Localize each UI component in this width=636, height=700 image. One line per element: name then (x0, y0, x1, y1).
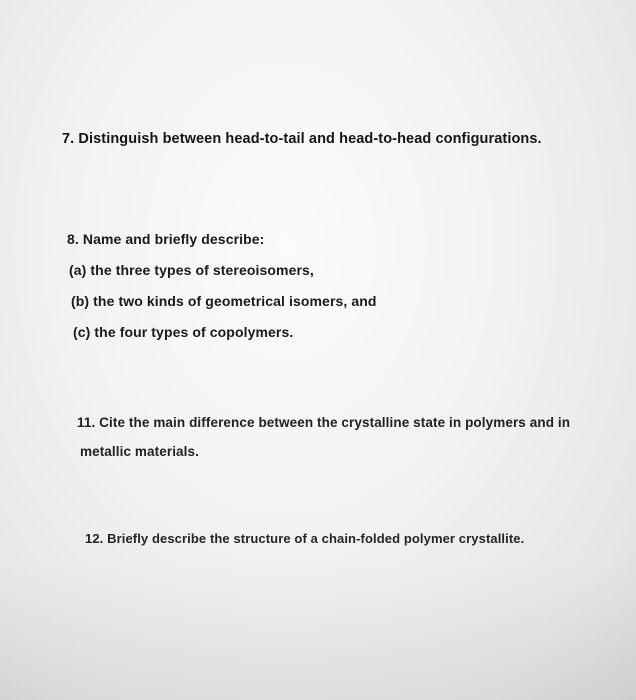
page-shadow (0, 560, 636, 700)
question-11-line-1: 11. Cite the main difference between the crystalline state in polymers and in (77, 415, 571, 430)
question-8-part-c: (c) the four types of copolymers. (73, 324, 294, 340)
question-8-part-b: (b) the two kinds of geometrical isomers, and (71, 293, 377, 309)
question-11-line-2: metallic materials. (80, 444, 199, 459)
question-7: 7. Distinguish between head-to-tail and head-to-head configurations. (62, 131, 542, 147)
question-8-heading: 8. Name and briefly describe: (67, 231, 265, 247)
question-12: 12. Briefly describe the structure of a chain-folded polymer crystallite. (85, 531, 525, 546)
question-8-part-a: (a) the three types of stereoisomers, (69, 262, 314, 278)
